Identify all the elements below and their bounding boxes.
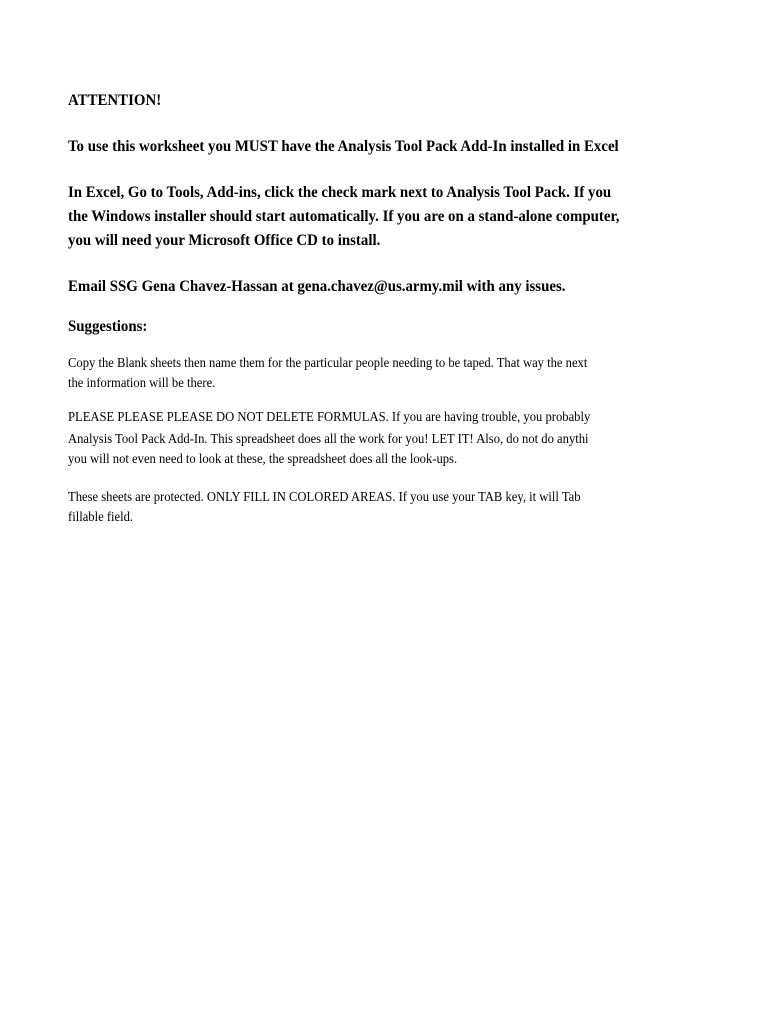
suggestion-2-line-3: you will not even need to look at these, the spreadsheet does all the look-ups. xyxy=(68,452,458,467)
contact-line: Email SSG Gena Chavez-Hassan at gena.chavez@us.army.mil with any issues. xyxy=(68,278,566,295)
suggestion-1-line-1: Copy the Blank sheets then name them for the particular people needing to be taped. That way the next xyxy=(68,356,588,371)
attention-heading: ATTENTION! xyxy=(68,92,162,109)
requirement-line: To use this worksheet you MUST have the Analysis Tool Pack Add-In installed in Excel xyxy=(68,138,619,155)
instructions-line-2: the Windows installer should start automatically. If you are on a stand-alone computer, xyxy=(68,208,620,225)
instructions-line-3: you will need your Microsoft Office CD to install. xyxy=(68,232,381,249)
suggestion-2-line-2: Analysis Tool Pack Add-In. This spreadsheet does all the work for you! LET IT! Also, do not do anythi xyxy=(68,432,589,447)
worksheet-text-area xyxy=(68,0,691,1024)
suggestion-3-line-1: These sheets are protected. ONLY FILL IN COLORED AREAS. If you use your TAB key, it will Tab xyxy=(68,490,581,505)
instructions-line-1: In Excel, Go to Tools, Add-ins, click the check mark next to Analysis Tool Pack. If you xyxy=(68,184,612,201)
suggestion-1-line-2: the information will be there. xyxy=(68,376,216,391)
suggestion-3-line-2: fillable field. xyxy=(68,510,134,525)
suggestions-heading: Suggestions: xyxy=(68,318,148,335)
suggestion-2-line-1: PLEASE PLEASE PLEASE DO NOT DELETE FORMULAS. If you are having trouble, you probably xyxy=(68,410,591,425)
